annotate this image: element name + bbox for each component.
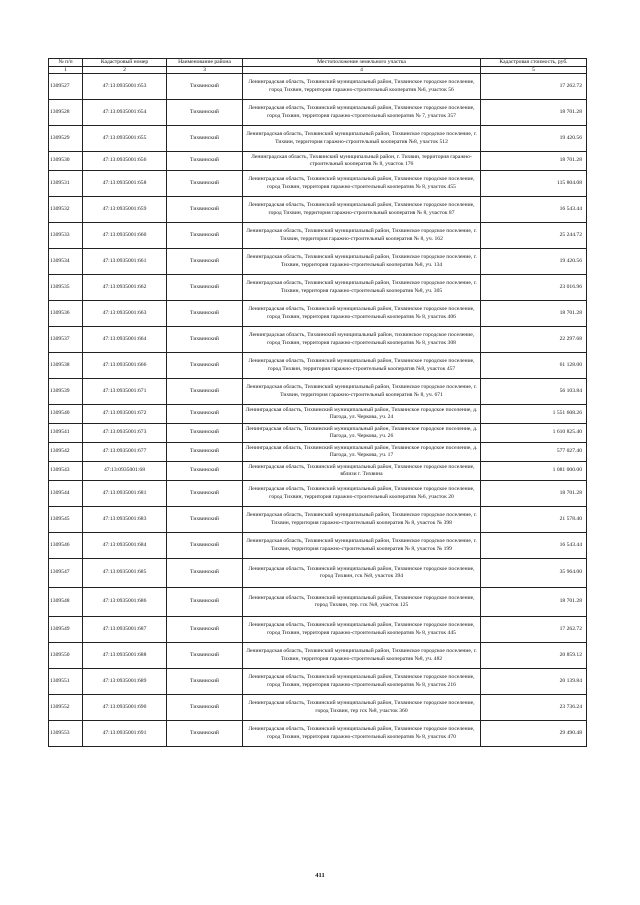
row-index-cell: 1309536 (49, 301, 83, 327)
location-cell: Ленинградская область, Тихвинский муниципальный район, Тихвинское городское поселение, вблизи г. Тихвина (243, 462, 481, 481)
cadastral-number-cell: 47:13:0935001:661 (83, 249, 167, 275)
column-number: 4 (243, 67, 481, 74)
row-index-cell: 1309551 (49, 669, 83, 695)
row-index-cell: 1309531 (49, 171, 83, 197)
cadastral-number-cell: 47:13:0935001:673 (83, 424, 167, 443)
district-cell: Тихвинский (167, 669, 243, 695)
table-row (49, 405, 587, 424)
document-sheet (48, 58, 586, 747)
location-cell: Ленинградская область, Тихвинский муниципальный район, Тихвинское городское поселение, город Тихвин, территория гаражно-строительный кооператив № 8, участок 406 (243, 301, 481, 327)
row-index-cell: 1309540 (49, 405, 83, 424)
location-cell: Ленинградская область, Тихвинский муниципальный район, Тихвинское городское поселение, город Тихвин, территория гаражно-строительный кооператив № 8, участок 470 (243, 721, 481, 747)
row-index-cell: 1309546 (49, 533, 83, 559)
row-index-cell: 1309529 (49, 126, 83, 152)
header-location: Местоположение земельного участка (243, 59, 481, 67)
table-row (49, 617, 587, 643)
cadastral-value-cell: 17 262.72 (481, 74, 587, 100)
table-row (49, 275, 587, 301)
cadastral-table (48, 58, 587, 747)
column-number: 1 (49, 67, 83, 74)
district-cell: Тихвинский (167, 617, 243, 643)
location-cell: Ленинградская область, Тихвинский муниципальный район, Тихвинское городское поселение, г. Тихвин, территория гаражно-строительный кооператив №8, уч. 482 (243, 643, 481, 669)
table-row (49, 443, 587, 462)
cadastral-value-cell: 29 490.48 (481, 721, 587, 747)
cadastral-value-cell: 20 139.84 (481, 669, 587, 695)
cadastral-number-cell: 47:13:0935001:664 (83, 327, 167, 353)
district-cell: Тихвинский (167, 74, 243, 100)
cadastral-number-cell: 47:13:0935001:654 (83, 100, 167, 126)
district-cell: Тихвинский (167, 721, 243, 747)
location-cell: Ленинградская область, Тихвинский муниципальный район, Тихвинское городское поселение, г. Тихвин, территория гаражно-строительный кооператив №8, уч. 134 (243, 249, 481, 275)
table-row (49, 507, 587, 533)
location-cell: Ленинградская область, Тихвинский муниципальный район, Тихвинское городское поселение, город Тихвин, гск №8, участок 394 (243, 559, 481, 588)
table-row (49, 669, 587, 695)
table-row (49, 695, 587, 721)
row-index-cell: 1309530 (49, 152, 83, 171)
table-row (49, 223, 587, 249)
cadastral-number-cell: 47:13:0935001:655 (83, 126, 167, 152)
row-index-cell: 1309528 (49, 100, 83, 126)
location-cell: Ленинградская область, Тихвинский муниципальный район, Тихвинское городское поселение, г. Тихвин, территория гаражно-строительный кооператив № 8, участок № 199 (243, 533, 481, 559)
cadastral-value-cell: 19 420.56 (481, 249, 587, 275)
cadastral-value-cell: 61 128.00 (481, 353, 587, 379)
cadastral-value-cell: 18 701.28 (481, 100, 587, 126)
table-row (49, 152, 587, 171)
table-row (49, 327, 587, 353)
cadastral-value-cell: 16 543.44 (481, 533, 587, 559)
cadastral-number-cell: 47:13:0935001:677 (83, 443, 167, 462)
table-row (49, 721, 587, 747)
column-number: 3 (167, 67, 243, 74)
table-row (49, 533, 587, 559)
header-district: Наименование района (167, 59, 243, 67)
district-cell: Тихвинский (167, 405, 243, 424)
location-cell: Ленинградская область, Тихвинский муниципальный район, Тихвинское городское поселение, город Тихвин, территория гаражно-строительный кооператив № 8, участок 445 (243, 617, 481, 643)
cadastral-number-cell: 47:13:0935001:684 (83, 533, 167, 559)
table-row (49, 559, 587, 588)
cadastral-value-cell: 20 859.12 (481, 643, 587, 669)
cadastral-value-cell: 56 103.84 (481, 379, 587, 405)
district-cell: Тихвинский (167, 643, 243, 669)
row-index-cell: 1309548 (49, 588, 83, 617)
cadastral-number-cell: 47:13:0935001:653 (83, 74, 167, 100)
cadastral-value-cell: 23 736.24 (481, 695, 587, 721)
cadastral-number-cell: 47:13:0935001:68 (83, 462, 167, 481)
cadastral-value-cell: 23 016.96 (481, 275, 587, 301)
cadastral-number-cell: 47:13:0935001:691 (83, 721, 167, 747)
district-cell: Тихвинский (167, 424, 243, 443)
cadastral-number-cell: 47:13:0935001:672 (83, 405, 167, 424)
header-row (49, 59, 587, 67)
location-cell: Ленинградская область, Тихвинский муниципальный район, Тихвинское городское поселение, д. Пагода, ул. Черкова, уч. 26 (243, 424, 481, 443)
cadastral-number-cell: 47:13:0935001:666 (83, 353, 167, 379)
location-cell: Ленинградская область, Тихвинский муниципальный район, Тихвинское городское поселение, г. Тихвин, территория гаражно-строительный кооператив № 8, участок № 398 (243, 507, 481, 533)
district-cell: Тихвинский (167, 462, 243, 481)
cadastral-value-cell: 16 543.44 (481, 197, 587, 223)
cadastral-number-cell: 47:13:0935001:687 (83, 617, 167, 643)
cadastral-value-cell: 35 964.00 (481, 559, 587, 588)
location-cell: Ленинградская область, Тихвинский муниципальный район, Тихвинское городское поселение, г. Тихвин, территория гаражно-строительный кооператив №8, участок 512 (243, 126, 481, 152)
row-index-cell: 1309541 (49, 424, 83, 443)
cadastral-number-cell: 47:13:0935001:681 (83, 481, 167, 507)
row-index-cell: 1309534 (49, 249, 83, 275)
location-cell: Ленинградская область, Тихвинский муниципальный район, Тихвинское городское поселение, г. Тихвин, территория гаражно-строительный кооператив № 8, уч. 671 (243, 379, 481, 405)
row-index-cell: 1309545 (49, 507, 83, 533)
district-cell: Тихвинский (167, 171, 243, 197)
cadastral-number-cell: 47:13:0935001:662 (83, 275, 167, 301)
column-number: 2 (83, 67, 167, 74)
table-row (49, 379, 587, 405)
location-cell: Ленинградская область, Тихвинский муниципальный район, Тихвинское городское поселение, город Тихвин, тер гск №8, участок 360 (243, 695, 481, 721)
location-cell: Ленинградская область, Тихвинский муниципальный район, Тихвинское городское поселение, д. Пагода, ул. Черкова, уч. 17 (243, 443, 481, 462)
location-cell: Ленинградская область, Тихвинский муниципальный район, Тихвинское городское поселение, город Тихвин, территория гаражно-строительный кооператив № 7, участок 357 (243, 100, 481, 126)
district-cell: Тихвинский (167, 443, 243, 462)
table-row (49, 197, 587, 223)
location-cell: Ленинградская область, Тихвинский муниципальный район, Тихвинское городское поселение, город Тихвин, территория гаражно-строительный кооператив №8, участок 457 (243, 353, 481, 379)
cadastral-number-cell: 47:13:0935001:683 (83, 507, 167, 533)
cadastral-number-cell: 47:13:0935001:689 (83, 669, 167, 695)
table-row (49, 171, 587, 197)
table-row (49, 301, 587, 327)
district-cell: Тихвинский (167, 249, 243, 275)
row-index-cell: 1309535 (49, 275, 83, 301)
cadastral-number-cell: 47:13:0935001:671 (83, 379, 167, 405)
cadastral-number-cell: 47:13:0935001:656 (83, 152, 167, 171)
header-index: № п/п (49, 59, 83, 67)
row-index-cell: 1309544 (49, 481, 83, 507)
table-row (49, 74, 587, 100)
row-index-cell: 1309532 (49, 197, 83, 223)
cadastral-value-cell: 25 244.72 (481, 223, 587, 249)
row-index-cell: 1309543 (49, 462, 83, 481)
cadastral-number-cell: 47:13:0935001:659 (83, 197, 167, 223)
district-cell: Тихвинский (167, 152, 243, 171)
row-index-cell: 1309527 (49, 74, 83, 100)
cadastral-value-cell: 577 027.40 (481, 443, 587, 462)
district-cell: Тихвинский (167, 379, 243, 405)
table-row (49, 481, 587, 507)
location-cell: Ленинградская область, Тихвинский муниципальный район, Тихвинское городское поселение, город Тихвин, территория гаражно-строительный кооператив № 8, участок 455 (243, 171, 481, 197)
location-cell: Ленинградская область, Тихвинский муниципальный район, Тихвинское городское поселение, д. Пагода, ул. Черкова, уч. 24 (243, 405, 481, 424)
cadastral-value-cell: 115 804.08 (481, 171, 587, 197)
cadastral-number-cell: 47:13:0935001:690 (83, 695, 167, 721)
district-cell: Тихвинский (167, 507, 243, 533)
cadastral-value-cell: 17 262.72 (481, 617, 587, 643)
cadastral-number-cell: 47:13:0935001:685 (83, 559, 167, 588)
row-index-cell: 1309553 (49, 721, 83, 747)
table-row (49, 643, 587, 669)
location-cell: Ленинградская область, Тихвинский муниципальный район, Тихвинское городское поселение, г. Тихвин, территория гаражно-строительный кооператив № 8, уч. 162 (243, 223, 481, 249)
table-row (49, 100, 587, 126)
row-index-cell: 1309550 (49, 643, 83, 669)
cadastral-value-cell: 1 610 825.40 (481, 424, 587, 443)
district-cell: Тихвинский (167, 301, 243, 327)
location-cell: Ленинградская область, Тихвинский муниципальный район, Тихвинское городское поселение, город Тихвин, территория гаражно-строительный кооператив №6, участок 20 (243, 481, 481, 507)
row-index-cell: 1309549 (49, 617, 83, 643)
cadastral-value-cell: 18 701.28 (481, 301, 587, 327)
table-row (49, 462, 587, 481)
location-cell: Ленинградская область, Тихвинский муниципальный район, Тихвинское городское поселение, г. Тихвин, территория гаражно-строительный кооператив №8, уч. 305 (243, 275, 481, 301)
row-index-cell: 1309542 (49, 443, 83, 462)
district-cell: Тихвинский (167, 275, 243, 301)
district-cell: Тихвинский (167, 327, 243, 353)
location-cell: Ленинградская область, Тихвинский муниципальный район, Тихвинское городское поселение, город Тихвин, тер. гск №8, участок 125 (243, 588, 481, 617)
location-cell: Ленинградская область, Тихвинский муниципальный район, Тихвинское городское поселение, город Тихвин, территория гаражно-строительный кооператив №6, участок 56 (243, 74, 481, 100)
cadastral-value-cell: 19 420.56 (481, 126, 587, 152)
district-cell: Тихвинский (167, 481, 243, 507)
cadastral-value-cell: 18 701.28 (481, 481, 587, 507)
cadastral-value-cell: 1 551 608.26 (481, 405, 587, 424)
row-index-cell: 1309547 (49, 559, 83, 588)
district-cell: Тихвинский (167, 100, 243, 126)
district-cell: Тихвинский (167, 353, 243, 379)
cadastral-number-cell: 47:13:0935001:660 (83, 223, 167, 249)
cadastral-number-cell: 47:13:0935001:688 (83, 643, 167, 669)
cadastral-value-cell: 1 081 000.00 (481, 462, 587, 481)
cadastral-number-cell: 47:13:0935001:663 (83, 301, 167, 327)
row-index-cell: 1309537 (49, 327, 83, 353)
row-index-cell: 1309533 (49, 223, 83, 249)
district-cell: Тихвинский (167, 197, 243, 223)
table-row (49, 126, 587, 152)
column-number: 5 (481, 67, 587, 74)
row-index-cell: 1309552 (49, 695, 83, 721)
district-cell: Тихвинский (167, 559, 243, 588)
column-number-row (49, 67, 587, 74)
table-row (49, 588, 587, 617)
cadastral-value-cell: 22 297.68 (481, 327, 587, 353)
location-cell: Ленинградская область, Тихвинский муниципальный район, тихвинское городское поселение, город Тихвин, территория гаражно-строительный кооператив № 8, участок 308 (243, 327, 481, 353)
cadastral-value-cell: 18 701.28 (481, 152, 587, 171)
row-index-cell: 1309539 (49, 379, 83, 405)
district-cell: Тихвинский (167, 223, 243, 249)
cadastral-value-cell: 18 701.28 (481, 588, 587, 617)
header-cadastral-value: Кадастровая стоимость, руб. (481, 59, 587, 67)
district-cell: Тихвинский (167, 533, 243, 559)
district-cell: Тихвинский (167, 126, 243, 152)
page-number: 411 (315, 872, 325, 879)
cadastral-number-cell: 47:13:0935001:658 (83, 171, 167, 197)
district-cell: Тихвинский (167, 588, 243, 617)
table-row (49, 249, 587, 275)
table-row (49, 353, 587, 379)
cadastral-number-cell: 47:13:0935001:686 (83, 588, 167, 617)
table-row (49, 424, 587, 443)
location-cell: Ленинградская область, Тихвинский муниципальный район, г. Тихвин, территория гаражно-строительный кооператив № 8, участок 176 (243, 152, 481, 171)
header-cadastral-number: Кадастровый номер (83, 59, 167, 67)
cadastral-value-cell: 21 578.40 (481, 507, 587, 533)
row-index-cell: 1309538 (49, 353, 83, 379)
location-cell: Ленинградская область, Тихвинский муниципальный район, Тихвинское городское поселение, город Тихвин, территория гаражно-строительный кооператив № 8, участок 87 (243, 197, 481, 223)
location-cell: Ленинградская область, Тихвинский муниципальный район, Тихвинское городское поселение, город Тихвин, территория гаражно-строительный кооператив № 8, участок 216 (243, 669, 481, 695)
district-cell: Тихвинский (167, 695, 243, 721)
